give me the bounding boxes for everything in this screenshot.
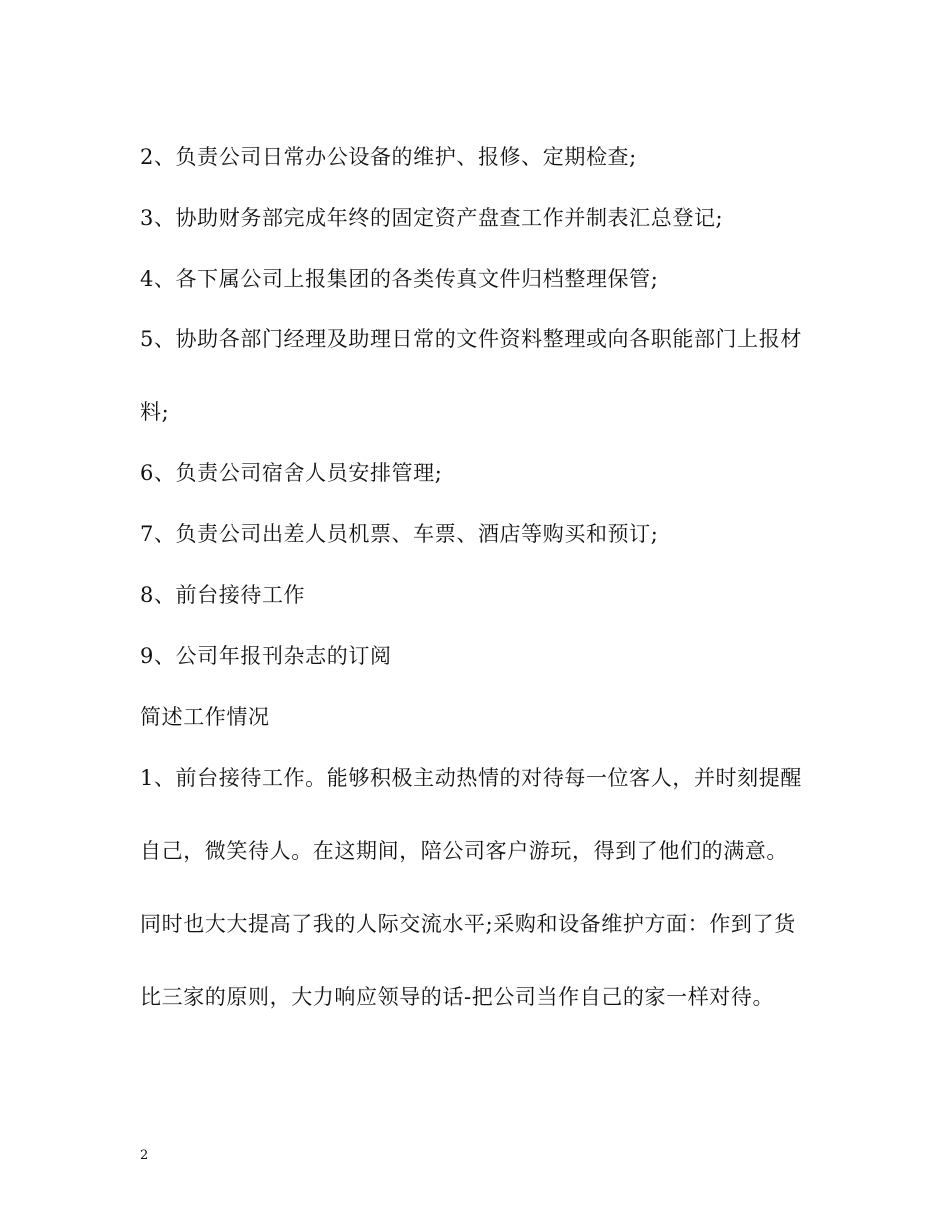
paragraph-line-4: 比三家的原则，大力响应领导的话-把公司当作自己的家一样对待。 <box>140 985 775 1009</box>
list-item-2: 2、负责公司日常办公设备的维护、报修、定期检查; <box>140 145 637 169</box>
list-item-5-continued: 料; <box>140 400 170 424</box>
list-item-3: 3、协助财务部完成年终的固定资产盘查工作并制表汇总登记; <box>140 206 724 230</box>
list-item-4: 4、各下属公司上报集团的各类传真文件归档整理保管; <box>140 267 659 291</box>
list-item-9: 9、公司年报刊杂志的订阅 <box>140 644 392 668</box>
paragraph-line-1: 1、前台接待工作。能够积极主动热情的对待每一位客人，并时刻提醒 <box>140 766 802 790</box>
list-item-8: 8、前台接待工作 <box>140 583 306 607</box>
paragraph-line-2: 自己，微笑待人。在这期间，陪公司客户游玩，得到了他们的满意。 <box>140 839 788 863</box>
list-item-6: 6、负责公司宿舍人员安排管理; <box>140 461 443 485</box>
page-number: 2 <box>140 1148 149 1163</box>
list-item-7: 7、负责公司出差人员机票、车票、酒店等购买和预订; <box>140 522 659 546</box>
list-item-5: 5、协助各部门经理及助理日常的文件资料整理或向各职能部门上报材 <box>140 327 802 351</box>
section-heading: 简述工作情况 <box>140 705 270 729</box>
paragraph-line-3: 同时也大大提高了我的人际交流水平;采购和设备维护方面：作到了货 <box>140 912 796 936</box>
